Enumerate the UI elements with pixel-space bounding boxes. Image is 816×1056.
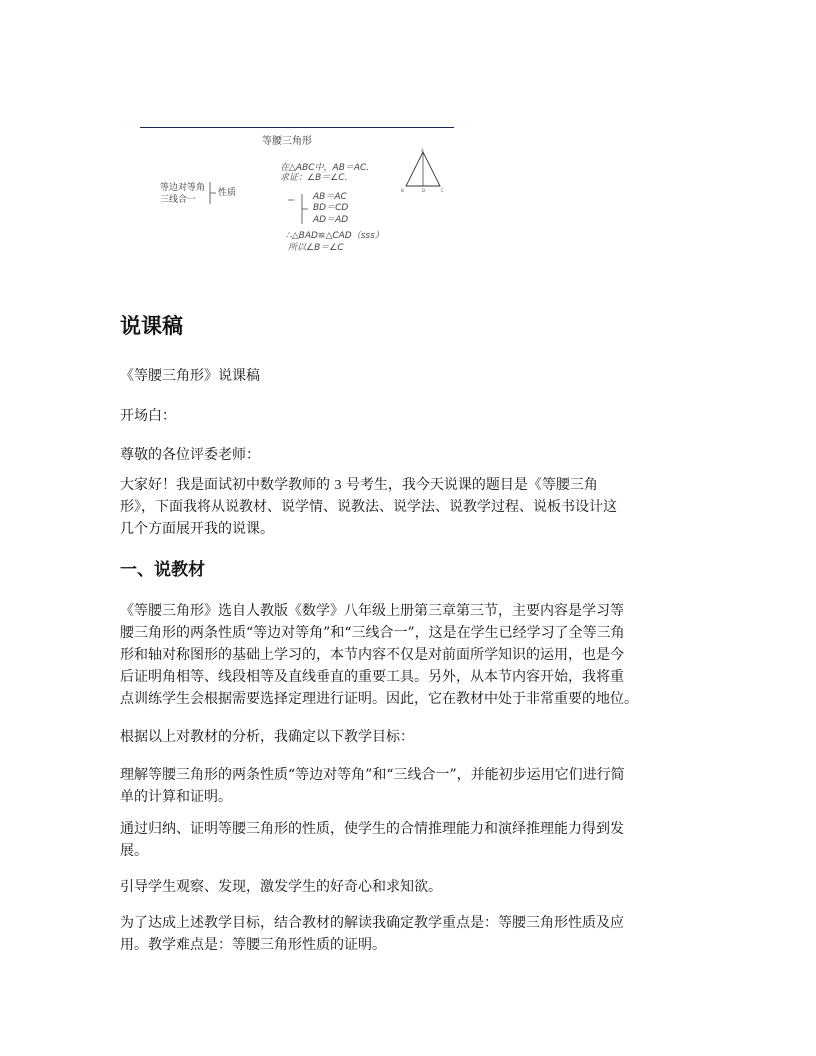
- board-proof-line-3: AD＝AD: [313, 215, 349, 225]
- board-proof-line-1: AB＝AC: [313, 192, 347, 202]
- board-prove: 求证：∠B＝∠C.: [280, 173, 348, 183]
- board-property-label: 性质: [218, 188, 237, 198]
- goal-2-line-2: 展。: [120, 843, 148, 859]
- board-given: 在△ABC中，AB＝AC.: [280, 163, 370, 173]
- board-proof-line-5: 所以∠B＝∠C: [288, 243, 344, 253]
- textbook-line-4: 后证明角相等、线段相等及直线垂直的重要工具。另外，从本节内容开始，我将重: [120, 669, 624, 685]
- board-property-2: 三线合一: [160, 195, 197, 205]
- board-proof-bracket: [286, 192, 312, 226]
- opening-label: 开场白：: [120, 408, 176, 424]
- page-title: 说课稿: [120, 314, 183, 338]
- goals-intro: 根据以上对教材的分析，我确定以下教学目标：: [120, 729, 414, 745]
- tri-label-a: A: [421, 148, 424, 153]
- goal-1-line-1: 理解等腰三角形的两条性质“等边对等角”和“三线合一”，并能初步运用它们进行简: [120, 767, 625, 783]
- board-property-1: 等边对等角: [160, 183, 206, 193]
- greeting: 尊敬的各位评委老师：: [120, 447, 260, 463]
- textbook-line-2: 腰三角形的两条性质“等边对等角”和“三线合一”，这是在学生已经学习了全等三角: [120, 625, 625, 641]
- intro-line-2: 形》，下面我将从说教材、说学情、说教法、说学法、说教学过程、说板书设计这: [120, 499, 617, 515]
- board-diagram: [138, 120, 458, 260]
- goal-2-line-1: 通过归纳、证明等腰三角形的性质，使学生的合情推理能力和演绎推理能力得到发: [120, 821, 624, 837]
- textbook-line-5: 点训练学生会根据需要选择定理进行证明。因此，它在教材中处于非常重要的地位。: [120, 691, 638, 707]
- textbook-line-3: 形和轴对称图形的基础上学习的，本节内容不仅是对前面所学知识的运用，也是今: [120, 647, 624, 663]
- intro-text-b: 号考生，我今天说课的题目是《等腰三角: [345, 477, 598, 493]
- board-rule: [140, 127, 454, 128]
- intro-text-a: 大家好！我是面试初中数学教师的: [120, 477, 330, 493]
- tri-label-c: C: [441, 188, 444, 193]
- goal-1-line-2: 单的计算和证明。: [120, 789, 232, 805]
- textbook-line-1: 《等腰三角形》选自人教版《数学》八年级上册第三章第三节，主要内容是学习等: [120, 603, 624, 619]
- doc-name: 《等腰三角形》说课稿: [120, 368, 260, 384]
- board-title: 等腰三角形: [262, 136, 312, 147]
- goal-3: 引导学生观察、发现，激发学生的好奇心和求知欲。: [120, 879, 442, 895]
- board-proof-line-4: ∴△BAD≌△CAD（sss）: [286, 231, 384, 241]
- board-proof-line-2: BD＝CD: [313, 203, 349, 213]
- intro-line-3: 几个方面展开我的说课。: [120, 521, 274, 537]
- key-points-line-1: 为了达成上述教学目标，结合教材的解读我确定教学重点是：等腰三角形性质及应: [120, 915, 624, 931]
- tri-label-d: D: [422, 188, 426, 193]
- key-points-line-2: 用。教学难点是：等腰三角形性质的证明。: [120, 937, 386, 953]
- intro-line-1: [120, 474, 710, 497]
- tri-label-b: B: [401, 188, 404, 193]
- section-heading-textbook: 一、说教材: [120, 560, 205, 580]
- candidate-number: 3: [334, 478, 342, 493]
- isosceles-triangle-figure: [400, 148, 446, 194]
